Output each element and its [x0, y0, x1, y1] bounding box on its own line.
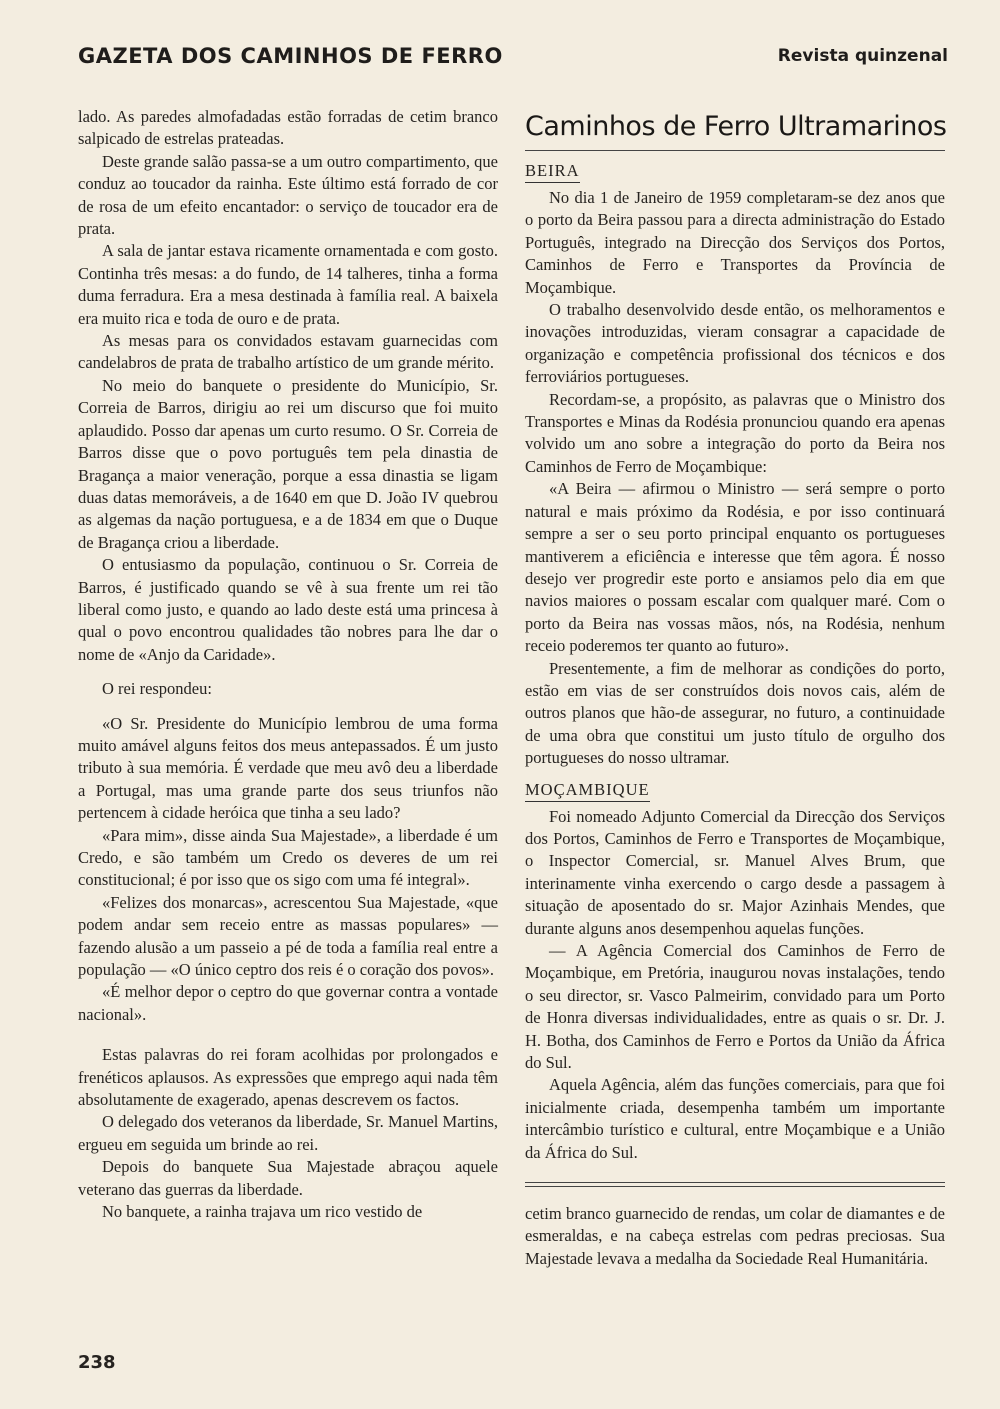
paragraph: «É melhor depor o ceptro do que governar contra a vontade nacional».: [78, 982, 498, 1024]
paragraph: Aquela Agência, além das funções comerciais, para que foi inicialmente criada, desempenha também um importante intercâmbio turístico e cultural, entre Moçambique e a União da África do Sul.: [525, 1075, 945, 1162]
subhead-beira: BEIRA: [525, 161, 580, 183]
left-column: [78, 106, 498, 1224]
paragraph: Deste grande salão passa-se a um outro compartimento, que conduz ao toucador da rainha. Este último está forrado de cor de rosa de um efeito encantador: o serviço de toucador era de prata.: [78, 151, 498, 239]
paragraph: No meio do banquete o presidente do Município, Sr. Correia de Barros, dirigiu ao rei um discurso que foi muito aplaudido. Posso dar apenas um curto resumo. O Sr. Correia de Barros disse que o povo português tem pela dinastia de Bragança a maior veneração, porque a essa dinastia se ligam duas datas memoráveis, a de 1640 em que D. João IV quebrou as algemas da nação portuguesa, e a de 1834 em que o Duque de Bragança criou a liberdade.: [78, 375, 498, 552]
paragraph: «A Beira — afirmou o Ministro — será sempre o porto natural e mais próximo da Rodésia, e por isso continuará sempre a ser o seu porto principal enquanto os portugueses mantiverem a eficiência e interesse que têm agora. É nosso desejo ver progredir este porto e ansiamos pelo dia em que navios maiores o possam escalar com qualquer maré. Com o porto da Beira nas vossas mãos, nós, na Rodésia, nenhum receio poderemos ter quanto ao futuro».: [525, 479, 945, 656]
paragraph: Estas palavras do rei foram acolhidas por prolongados e frenéticos aplausos. As expressões que emprego aqui nada têm absolutamente de exagerado, apenas descrevem os factos.: [78, 1045, 498, 1110]
paragraph: No dia 1 de Janeiro de 1959 completaram-se dez anos que o porto da Beira passou para a directa administração do Estado Português, integrado na Direcção dos Serviços dos Portos, Caminhos de Ferro e Transportes da Província de Moçambique.: [525, 188, 945, 297]
page-header: [78, 44, 948, 74]
right-column: [525, 106, 945, 1270]
title-rule: [525, 150, 945, 151]
paragraph: Recordam-se, a propósito, as palavras que o Ministro dos Transportes e Minas da Rodésia pronunciou quando era apenas volvido um ano sobre a integração do porto da Beira nos Caminhos de Ferro de Moçambique:: [525, 389, 945, 476]
paragraph: O entusiasmo da população, continuou o Sr. Correia de Barros, é justificado quando se vê à sua frente um rei tão liberal como justo, e quando ao lado deste está uma princesa à qual o povo encontrou qualidades tão nobres para lhe dar o nome de «Anjo da Caridade».: [78, 555, 498, 664]
paragraph: O delegado dos veteranos da liberdade, Sr. Manuel Martins, ergueu em seguida um brinde ao rei.: [78, 1112, 498, 1154]
paragraph: «Felizes dos monarcas», acrescentou Sua Majestade, «que podem andar sem receio entre as massas populares» — fazendo alusão a um passeio a pé de toda a família real entre a população — «O único ceptro dos reis é o coração dos povos».: [78, 892, 498, 980]
paragraph: Presentemente, a fim de melhorar as condições do porto, estão em vias de ser construídos dois novos cais, além de outros planos que hão-de assegurar, no futuro, a continuidade de uma obra que constitui um justo título de orgulho dos portugueses do nosso ultramar.: [525, 658, 945, 768]
paragraph: lado. As paredes almofadadas estão forradas de cetim branco salpicado de estrelas prateadas.: [78, 107, 498, 149]
paragraph: O rei respondeu:: [102, 679, 212, 699]
paragraph: Foi nomeado Adjunto Comercial da Direcção dos Serviços dos Portos, Caminhos de Ferro e Transportes de Moçambique, o Inspector Comercial, sr. Manuel Alves Brum, que interinamente vinha exercendo o cargo desde a passagem à situação de aposentado do sr. Major Azinhais Mendes, que durante alguns anos desempenhou aquelas funções.: [525, 806, 945, 938]
paragraph: Depois do banquete Sua Majestade abraçou aquele veterano das guerras da liberdade.: [78, 1157, 498, 1199]
journal-name: GAZETA DOS CAMINHOS DE FERRO: [78, 44, 503, 68]
section-divider: [525, 1182, 945, 1187]
subhead-mocambique: MOÇAMBIQUE: [525, 780, 650, 802]
paragraph: No banquete, a rainha trajava um rico vestido de: [102, 1202, 423, 1222]
journal-subtitle: Revista quinzenal: [777, 46, 948, 66]
paragraph: O trabalho desenvolvido desde então, os melhoramentos e inovações introduzidas, vieram consagrar a capacidade de organização e competência profissional dos técnicos e dos ferroviários portugueses.: [525, 300, 945, 387]
paragraph: — A Agência Comercial dos Caminhos de Ferro de Moçambique, em Pretória, inaugurou novas instalações, tendo o seu director, sr. Vasco Palmeirim, convidado para um Porto de Honra diversas individualidades, entre as quais o sr. Dr. J. H. Botha, dos Caminhos de Ferro e Portos da União da África do Sul.: [525, 941, 945, 1073]
continuation-paragraph: cetim branco guarnecido de rendas, um colar de diamantes e de esmeraldas, e na cabeça estrelas com pedras preciosas. Sua Majestade levava a medalha da Sociedade Real Humanitária.: [525, 1204, 945, 1268]
paragraph: «O Sr. Presidente do Município lembrou de uma forma muito amável alguns feitos dos meus antepassados. É um justo tributo à sua memória. É verdade que meu avô deu a liberdade a Portugal, mas uma grande parte dos seus triunfos não pertencem à cidade heróica que tinha a seu lado?: [78, 713, 498, 823]
paragraph: «Para mim», disse ainda Sua Majestade», a liberdade é um Credo, e são também um Credo os deveres de um rei constitucional; é por isso que os sigo com uma fé integral».: [78, 825, 498, 890]
paragraph: As mesas para os convidados estavam guarnecidas com candelabros de prata de trabalho artístico de um grande mérito.: [78, 331, 498, 373]
page-number: 238: [78, 1352, 116, 1373]
section-title: Caminhos de Ferro Ultramarinos: [525, 111, 947, 142]
paragraph: A sala de jantar estava ricamente ornamentada e com gosto. Continha três mesas: a do fundo, de 14 talheres, tinha a forma duma ferradura. Era a mesa destinada à família real. A baixela era muito rica e toda de ouro e de prata.: [78, 241, 498, 328]
